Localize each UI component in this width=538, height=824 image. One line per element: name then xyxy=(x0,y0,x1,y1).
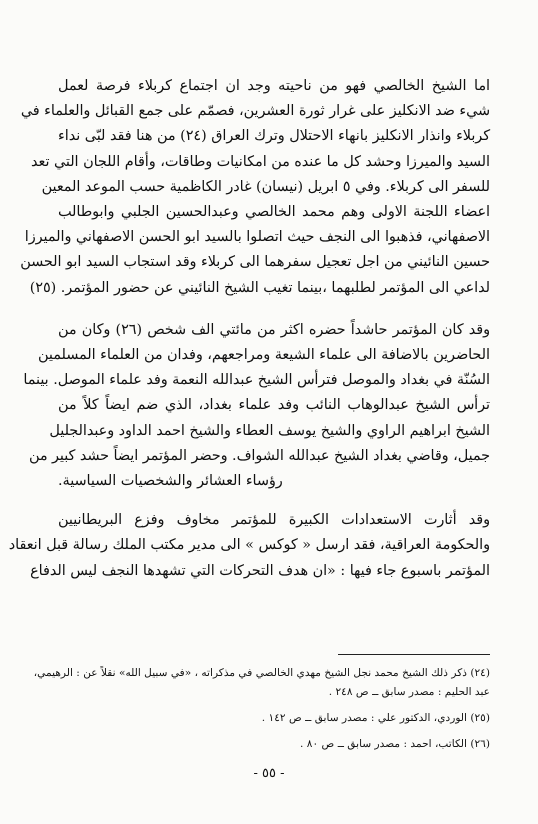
text-line: الشيخ ابراهيم الراوي والشيخ يوسف العطاء والشيخ احمد الداود وعبدالجليل xyxy=(49,422,490,439)
text-line: الاصفهاني، فذهبوا الى النجف حيث اتصلوا بالسيد ابو الحسن الاصفهاني والميرزا xyxy=(24,229,490,246)
footnote-25: (٢٥) الوردي، الدكتور علي : مصدر سابق ــ ص ١٤٢ . xyxy=(261,712,490,724)
footnote-24-continued: عبد الحليم : مصدر سابق ــ ص ٢٤٨ . xyxy=(328,686,490,698)
footnote-24: (٢٤) ذكر ذلك الشيخ محمد نجل الشيخ مهدي الخالصي في مذكراته ، «في سبيل الله» نقلاً عن : الرهيمي، xyxy=(33,667,490,679)
paragraph-3 xyxy=(8,508,490,584)
text-line: اعضاء اللجنة الاولى وهم محمد الخالصي وعبدالحسين الجلبي وابوطالب xyxy=(58,204,490,221)
text-line: شيء ضد الانكليز على غرار ثورة العشرين، فصمّم على جمع القبائل والعلماء في xyxy=(20,103,490,120)
text-line: جميل، وقاضي بغداد الشيخ عبدالله الشواف. وحضر المؤتمر ايضاً حشد كبير من xyxy=(28,447,490,464)
text-line: لداعي الى المؤتمر لطلبهما ،بينما تغيب الشيخ النائيني عن حضور المؤتمر. (٢٥) xyxy=(29,279,490,296)
footnote-separator xyxy=(338,654,490,655)
text-line: كربلاء وانذار الانكليز بانهاء الاحتلال وترك العراق (٢٤) من هنا فقد لبّى نداء xyxy=(58,128,491,145)
text-line: والحكومة العراقية، فقد ارسل « كوكس » الى مدير مكتب الملك رسالة قبل انعقاد xyxy=(8,537,490,554)
text-line: وقد أثارت الاستعدادات الكبيرة للمؤتمر مخاوف وفزع البريطانيين xyxy=(58,512,490,529)
text-line: وقد كان المؤتمر حاشداً حضره اكثر من مائتي الف شخص (٢٦) وكان من xyxy=(58,321,490,338)
main-text xyxy=(8,74,491,584)
footnotes xyxy=(33,664,490,754)
page-number: - ٥٥ - xyxy=(253,766,285,781)
paragraph-1 xyxy=(20,74,491,301)
text-line: السيد والميرزا وحشد كل ما عنده من امكانيات وطاقات، وأقام اللجان التي تعد xyxy=(31,153,490,170)
text-line: حسين النائيني من اجل تعجيل سفرهما الى كربلاء وقد استجاب السيد ابو الحسن xyxy=(20,254,490,271)
paragraph-2 xyxy=(23,318,490,494)
text-line: للسفر الى كربلاء. وفي ٥ ابريل (نيسان) غادر الكاظمية حسب الموعد المعين xyxy=(41,178,490,195)
text-line: المؤتمر باسبوع جاء فيها : «ان هدف التحركات التي تشهدها النجف ليس الدفاع xyxy=(30,562,490,579)
text-line: اما الشيخ الخالصي فهو من ناحيته وجد ان اجتماع كربلاء فرصة لعمل xyxy=(58,78,490,94)
text-line: الحاضرين بالاضافة الى علماء الشيعة ومراجعهم، وفدان من العلماء المسلمين xyxy=(38,347,490,364)
footnote-26: (٢٦) الكاتب، احمد : مصدر سابق ــ ص ٨٠ . xyxy=(300,738,490,750)
text-line: ترأس الشيخ عبدالوهاب النائب وفد علماء بغداد، الذي ضم ايضاً كلاً من xyxy=(58,397,490,414)
text-line: السُنّة في بغداد والموصل فترأس الشيخ عبدالله النعمة وفد علماء الموصل. بينما xyxy=(23,372,490,389)
text-line: رؤساء العشائر والشخصيات السياسية. xyxy=(58,473,283,490)
